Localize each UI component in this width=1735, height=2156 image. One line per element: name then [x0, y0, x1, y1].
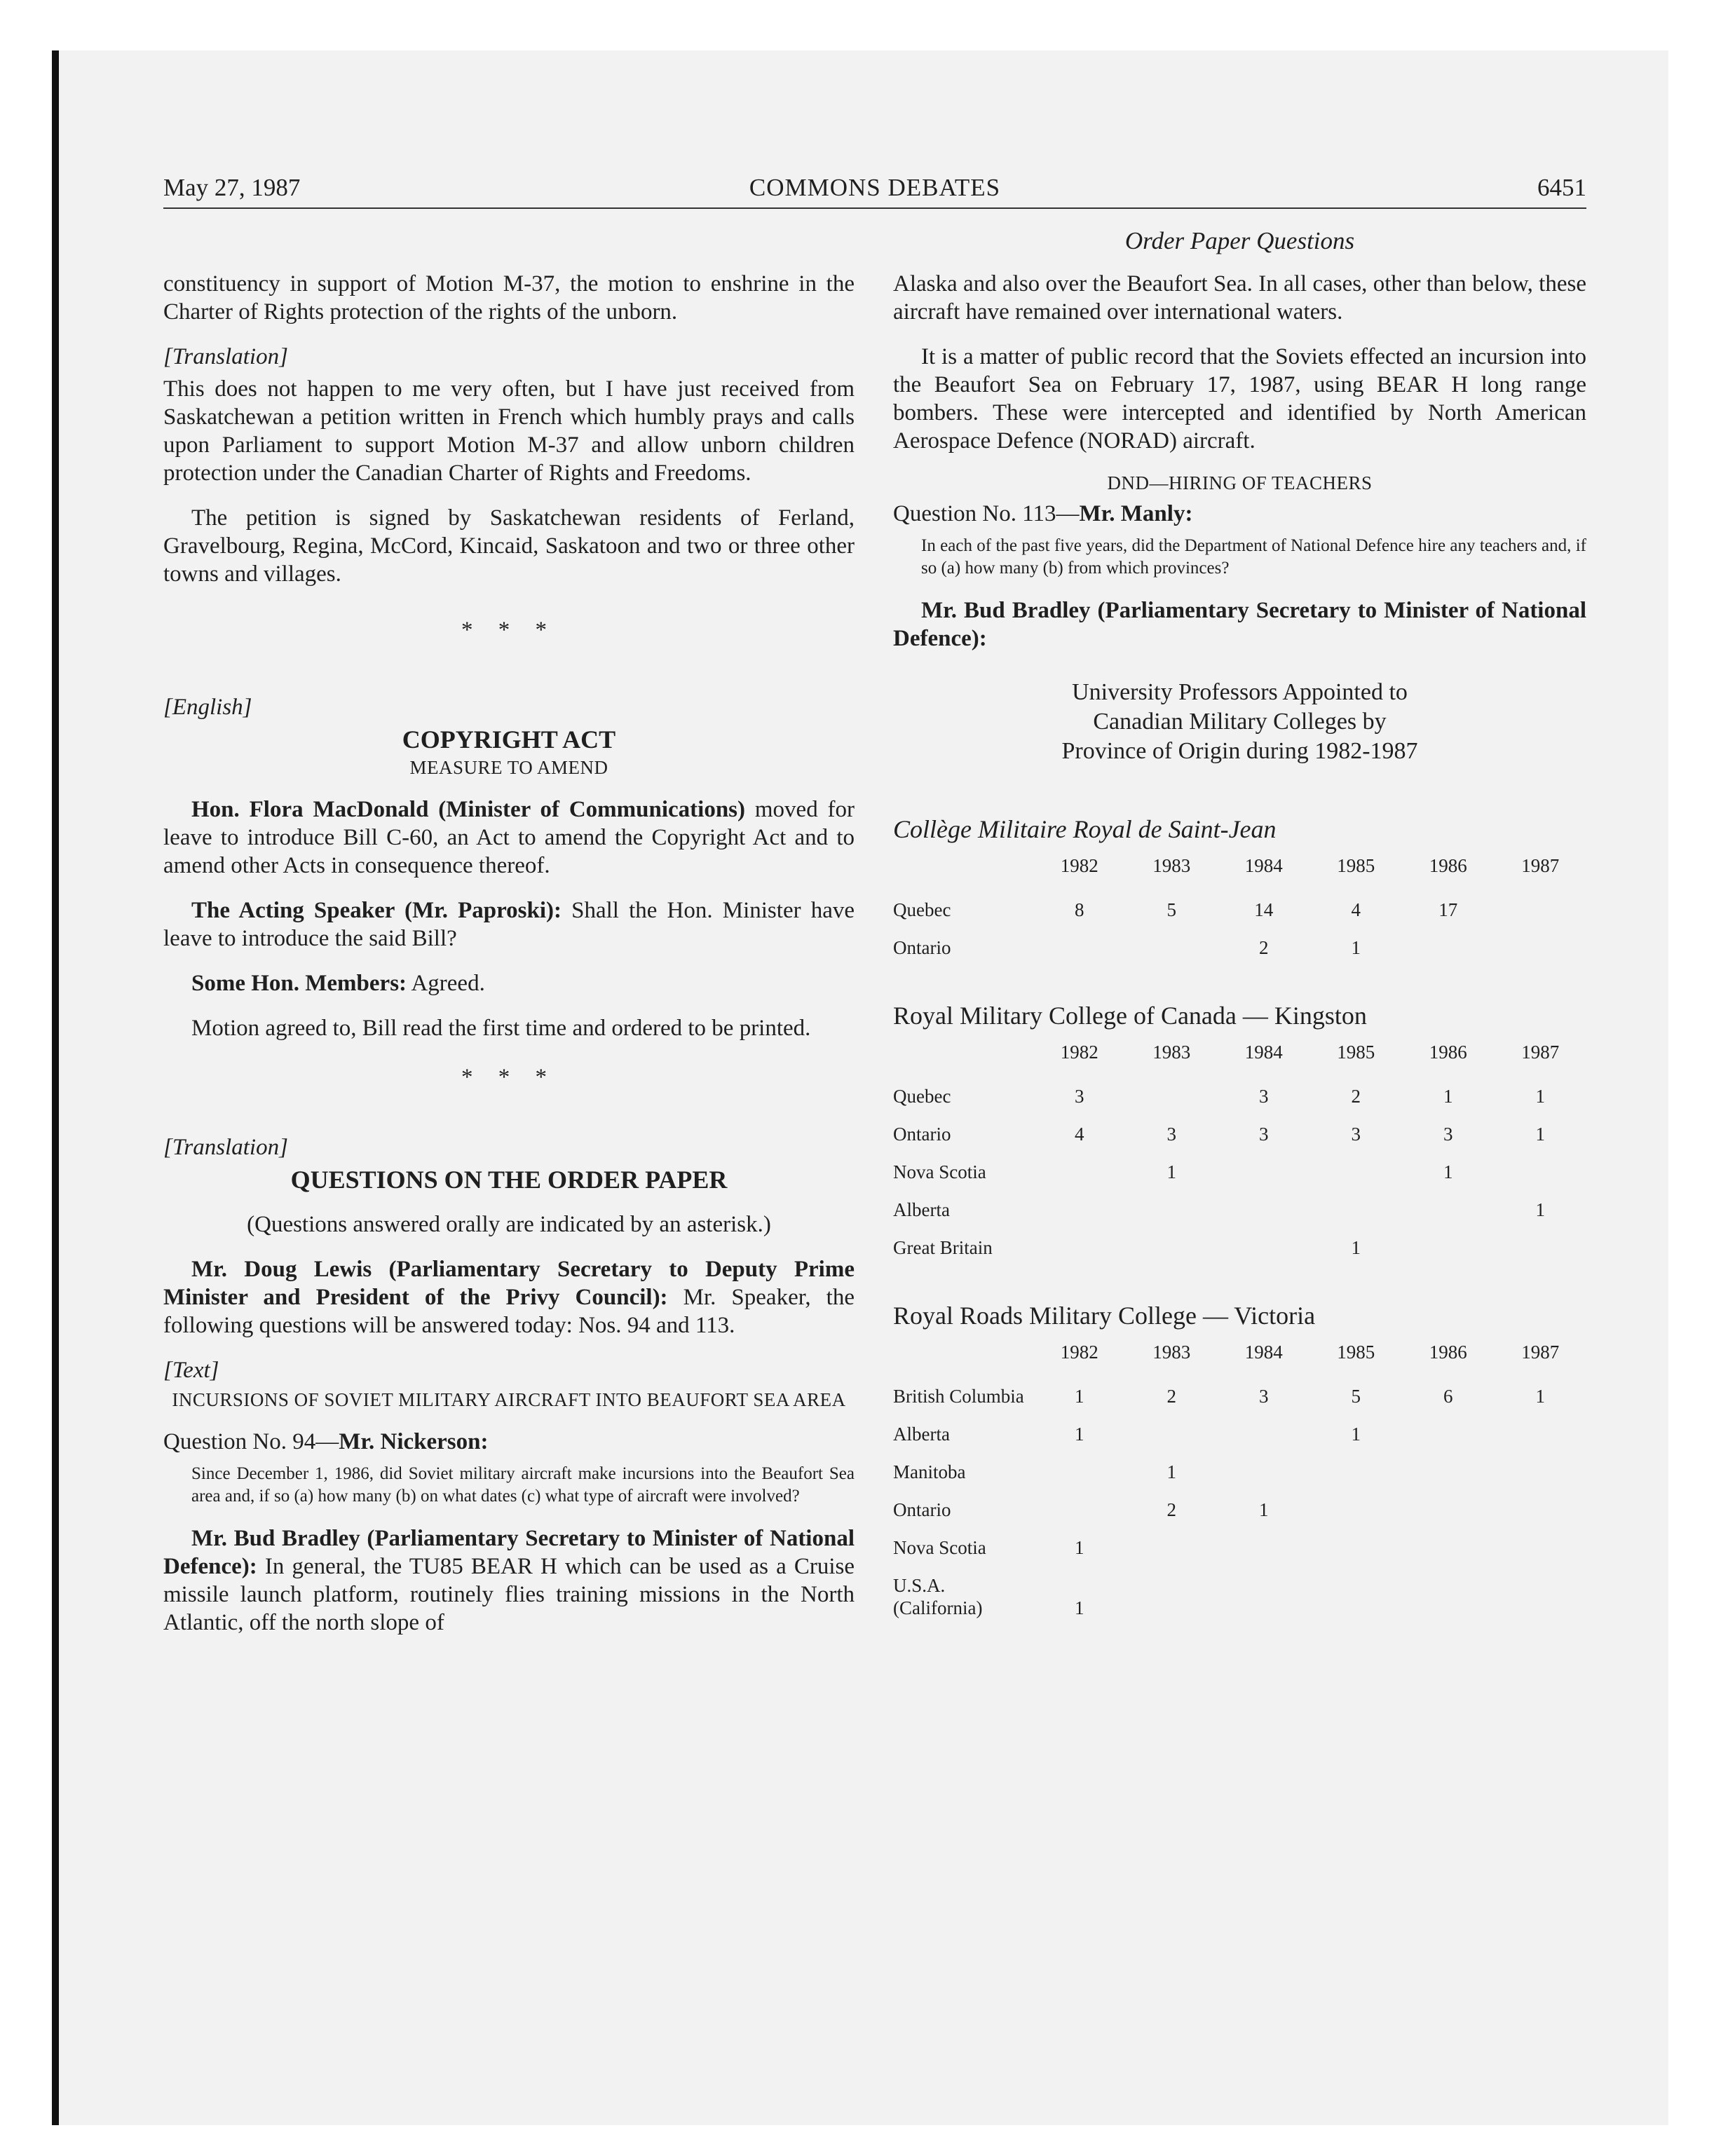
column-header-province — [893, 854, 1033, 891]
column-header-year: 1984 — [1244, 1042, 1283, 1063]
copyright-heading: COPYRIGHT ACT — [402, 725, 616, 753]
institution-name: Royal Roads Military College — Victoria — [893, 1302, 1316, 1330]
count-cell: 1 — [1443, 1161, 1453, 1182]
count-cell: 8 — [1075, 899, 1084, 920]
scan-edge — [52, 50, 59, 2125]
count-cell — [1218, 1529, 1310, 1567]
table-row — [893, 1491, 1586, 1529]
count-cell — [1310, 1453, 1403, 1491]
column-header-year: 1984 — [1244, 855, 1283, 876]
appointments-table — [893, 854, 1586, 967]
question-94-text: Since December 1, 1986, did Soviet military aircraft make incursions into the Beaufort Sea area and, if so (a) how many (b) on what dates (c) what type of aircraft were involved? — [191, 1464, 855, 1506]
count-cell: 1 — [1535, 1086, 1545, 1107]
speech-text: Shall the Hon. Minister have leave to introduce the said Bill? — [163, 898, 855, 951]
column-header-year: 1985 — [1337, 1042, 1375, 1063]
column-header-year: 1982 — [1060, 855, 1098, 876]
incursions-heading: INCURSIONS OF SOVIET MILITARY AIRCRAFT INTO BEAUFORT SEA AREA — [172, 1389, 846, 1410]
province-cell: British Columbia — [893, 1386, 1024, 1407]
question-label: Question No. 94— — [163, 1429, 339, 1454]
translation-tag: [Translation] — [163, 344, 288, 369]
column-header-year: 1986 — [1429, 855, 1467, 876]
count-cell: 1 — [1351, 937, 1361, 958]
count-cell: 1 — [1535, 1386, 1545, 1407]
count-cell — [1218, 1415, 1310, 1453]
copyright-subheading: MEASURE TO AMEND — [409, 757, 608, 778]
count-cell — [1402, 1229, 1495, 1267]
acting-speaker-question — [163, 896, 855, 953]
count-cell: 3 — [1259, 1086, 1269, 1107]
table-row — [893, 1529, 1586, 1567]
count-cell — [1218, 1153, 1310, 1191]
count-cell — [1495, 1529, 1587, 1567]
table-title — [893, 678, 1586, 766]
count-cell: 2 — [1259, 937, 1269, 958]
count-cell: 3 — [1443, 1124, 1453, 1145]
paragraph-petition: This does not happen to me very often, but I have just received from Saskatchewan a petition written in French which humbly prays and calls upon Parliament to support Motion M-37 and allow unborn children protection under the Canadian Charter of Rights and Freedoms. — [163, 376, 855, 486]
count-cell — [1310, 1191, 1403, 1229]
count-cell — [1495, 1229, 1587, 1267]
table-row — [893, 891, 1586, 929]
header-date: May 27, 1987 — [163, 174, 301, 201]
count-cell: 2 — [1166, 1499, 1176, 1520]
count-cell: 5 — [1351, 1386, 1361, 1407]
header-title: COMMONS DEBATES — [749, 174, 1001, 201]
column-header-year: 1982 — [1060, 1342, 1098, 1363]
table-row — [893, 1077, 1586, 1115]
count-cell — [1402, 1491, 1495, 1529]
count-cell — [1126, 929, 1218, 967]
paragraph-signatories: The petition is signed by Saskatchewan residents of Ferland, Gravelbourg, Regina, McCord, Kincaid, Saskatoon and two or three other towns and villages. — [163, 505, 855, 587]
province-cell: Alberta — [893, 1424, 950, 1445]
page-header — [163, 172, 1586, 209]
count-cell: 1 — [1166, 1161, 1176, 1182]
speaker-name: Mr. Doug Lewis (Parliamentary Secretary to Deputy Prime Minister and President of the Privy Council): — [163, 1257, 855, 1310]
count-cell — [1495, 1491, 1587, 1529]
count-cell — [1218, 1229, 1310, 1267]
count-cell — [1033, 1453, 1126, 1491]
count-cell: 3 — [1166, 1124, 1176, 1145]
count-cell — [1310, 1567, 1403, 1627]
count-cell: 6 — [1443, 1386, 1453, 1407]
province-cell: Manitoba — [893, 1461, 966, 1482]
count-cell: 1 — [1075, 1424, 1084, 1445]
column-header-year: 1983 — [1152, 1342, 1191, 1363]
table-header-row — [893, 1041, 1586, 1077]
motion-result: Motion agreed to, Bill read the first time and ordered to be printed. — [191, 1016, 811, 1041]
count-cell — [1126, 1229, 1218, 1267]
speaker-name: The Acting Speaker (Mr. Paproski): — [191, 898, 562, 923]
province-cell: Ontario — [893, 937, 951, 958]
count-cell — [1402, 1191, 1495, 1229]
count-cell — [1402, 929, 1495, 967]
count-cell: 1 — [1443, 1086, 1453, 1107]
bradley-answer-94 — [163, 1524, 855, 1637]
institution-name: Royal Military College of Canada — Kingston — [893, 1002, 1367, 1030]
column-header-year: 1986 — [1429, 1042, 1467, 1063]
dnd-heading: DND—HIRING OF TEACHERS — [1107, 472, 1373, 493]
count-cell: 1 — [1535, 1199, 1545, 1220]
header-page-number: 6451 — [1537, 174, 1586, 201]
province-cell: Great Britain — [893, 1237, 993, 1258]
count-cell — [1218, 1453, 1310, 1491]
table-row — [893, 1453, 1586, 1491]
column-header-year: 1987 — [1521, 1042, 1560, 1063]
table-row — [893, 1153, 1586, 1191]
count-cell: 1 — [1075, 1537, 1084, 1558]
count-cell: 14 — [1254, 899, 1274, 920]
count-cell — [1495, 1415, 1587, 1453]
count-cell: 1 — [1075, 1386, 1084, 1407]
speech-text: Mr. Speaker, the following questions will be answered today: Nos. 94 and 113. — [163, 1285, 855, 1338]
question-asker: Mr. Manly: — [1079, 501, 1193, 526]
table-row — [893, 1415, 1586, 1453]
count-cell — [1126, 1191, 1218, 1229]
count-cell: 3 — [1351, 1124, 1361, 1145]
count-cell: 17 — [1438, 899, 1458, 920]
count-cell — [1310, 1529, 1403, 1567]
count-cell — [1218, 1191, 1310, 1229]
table-title-line: Canadian Military Colleges by — [1093, 709, 1387, 735]
count-cell — [1402, 1415, 1495, 1453]
count-cell: 1 — [1166, 1461, 1176, 1482]
count-cell — [1402, 1529, 1495, 1567]
table-header-row — [893, 1341, 1586, 1377]
count-cell: 3 — [1259, 1386, 1269, 1407]
count-cell: 1 — [1075, 1597, 1084, 1618]
question-113 — [893, 500, 1586, 528]
count-cell: 1 — [1535, 1124, 1545, 1145]
count-cell — [1033, 1153, 1126, 1191]
text-tag: [Text] — [163, 1358, 219, 1383]
bradley-answer-113: Mr. Bud Bradley (Parliamentary Secretary to Minister of National Defence): — [893, 598, 1586, 651]
count-cell — [1495, 891, 1587, 929]
province-cell: Nova Scotia — [893, 1537, 986, 1558]
count-cell — [1033, 1491, 1126, 1529]
count-cell — [1126, 1415, 1218, 1453]
count-cell: 4 — [1351, 899, 1361, 920]
appointments-table — [893, 1041, 1586, 1267]
count-cell — [1126, 1529, 1218, 1567]
table-row — [893, 1191, 1586, 1229]
count-cell — [1310, 1153, 1403, 1191]
english-tag: [English] — [163, 695, 252, 720]
province-cell: U.S.A. (California) — [893, 1575, 983, 1618]
count-cell — [1033, 1229, 1126, 1267]
paragraph-alaska: Alaska and also over the Beaufort Sea. In all cases, other than below, these aircraft have remained over international waters. — [893, 271, 1586, 325]
question-113-text: In each of the past five years, did the Department of National Defence hire any teachers and, if so (a) how many (b) from which provinces? — [921, 536, 1586, 578]
appointments-tables — [893, 815, 1586, 1627]
speaker-name: Hon. Flora MacDonald (Minister of Communications) — [191, 797, 746, 822]
count-cell — [1495, 929, 1587, 967]
count-cell: 4 — [1075, 1124, 1084, 1145]
count-cell: 2 — [1166, 1386, 1176, 1407]
column-header-year: 1982 — [1060, 1042, 1098, 1063]
appointments-table — [893, 1341, 1586, 1627]
column-header-year: 1984 — [1244, 1342, 1283, 1363]
speech-text: Agreed. — [411, 971, 485, 996]
order-paper-heading: QUESTIONS ON THE ORDER PAPER — [290, 1166, 728, 1194]
section-break: * * * — [461, 618, 557, 643]
running-head: Order Paper Questions — [1124, 227, 1355, 254]
column-header-year: 1985 — [1337, 855, 1375, 876]
count-cell — [1495, 1567, 1587, 1627]
column-header-province — [893, 1041, 1033, 1077]
province-cell: Nova Scotia — [893, 1161, 986, 1182]
paragraph-constituency: constituency in support of Motion M-37, the motion to enshrine in the Charter of Rights protection of the rights of the unborn. — [163, 271, 855, 325]
institution-name: Collège Militaire Royal de Saint-Jean — [893, 815, 1277, 843]
speech-text: In general, the TU85 BEAR H which can be used as a Cruise missile launch platform, routinely flies training missions in the North Atlantic, off the north slope of — [163, 1554, 855, 1635]
count-cell — [1402, 1567, 1495, 1627]
section-break: * * * — [461, 1065, 557, 1090]
column-header-year: 1986 — [1429, 1342, 1467, 1363]
count-cell — [1033, 1191, 1126, 1229]
province-cell: Alberta — [893, 1199, 950, 1220]
question-label: Question No. 113— — [893, 501, 1080, 526]
column-header-year: 1983 — [1152, 855, 1191, 876]
table-row — [893, 1567, 1586, 1627]
translation-tag: [Translation] — [163, 1135, 288, 1160]
speaker-name: Mr. Bud Bradley (Parliamentary Secretary to Minister of National Defence): — [163, 1526, 855, 1579]
count-cell — [1126, 1567, 1218, 1627]
column-header-year: 1983 — [1152, 1042, 1191, 1063]
table-header-row — [893, 854, 1586, 891]
count-cell — [1495, 1153, 1587, 1191]
count-cell — [1033, 929, 1126, 967]
table-row — [893, 929, 1586, 967]
table-row — [893, 1115, 1586, 1153]
speech-text: moved for leave to introduce Bill C-60, an Act to amend the Copyright Act and to amend other Acts in consequence thereof. — [163, 797, 855, 878]
column-header-province — [893, 1341, 1033, 1377]
right-column — [893, 270, 1586, 1662]
count-cell — [1495, 1453, 1587, 1491]
province-cell: Ontario — [893, 1499, 951, 1520]
count-cell: 3 — [1259, 1124, 1269, 1145]
count-cell: 1 — [1351, 1424, 1361, 1445]
left-column — [163, 270, 855, 1653]
count-cell — [1218, 1567, 1310, 1627]
column-header-year: 1985 — [1337, 1342, 1375, 1363]
count-cell: 5 — [1166, 899, 1176, 920]
province-cell: Quebec — [893, 899, 951, 920]
question-asker: Mr. Nickerson: — [339, 1429, 489, 1454]
count-cell: 3 — [1075, 1086, 1084, 1107]
province-cell: Ontario — [893, 1124, 951, 1145]
count-cell — [1310, 1491, 1403, 1529]
paragraph-incursion: It is a matter of public record that the Soviets effected an incursion into the Beaufort Sea on February 17, 1987, using BEAR H long range bombers. These were intercepted and identified by North American Aerospace Defence (NORAD) aircraft. — [893, 344, 1586, 453]
table-title-line: Province of Origin during 1982-1987 — [1061, 738, 1418, 764]
members-response — [163, 969, 855, 997]
count-cell: 2 — [1351, 1086, 1361, 1107]
question-94 — [163, 1428, 855, 1456]
table-row — [893, 1377, 1586, 1415]
count-cell: 1 — [1351, 1237, 1361, 1258]
lewis-statement — [163, 1255, 855, 1339]
count-cell: 1 — [1259, 1499, 1269, 1520]
count-cell — [1126, 1077, 1218, 1115]
flora-motion — [163, 796, 855, 880]
count-cell — [1402, 1453, 1495, 1491]
column-header-year: 1987 — [1521, 855, 1560, 876]
table-title-line: University Professors Appointed to — [1072, 679, 1408, 705]
province-cell: Quebec — [893, 1086, 951, 1107]
speaker-name: Some Hon. Members: — [191, 971, 407, 996]
order-paper-note: (Questions answered orally are indicated by an asterisk.) — [247, 1212, 771, 1237]
column-header-year: 1987 — [1521, 1342, 1560, 1363]
table-row — [893, 1229, 1586, 1267]
